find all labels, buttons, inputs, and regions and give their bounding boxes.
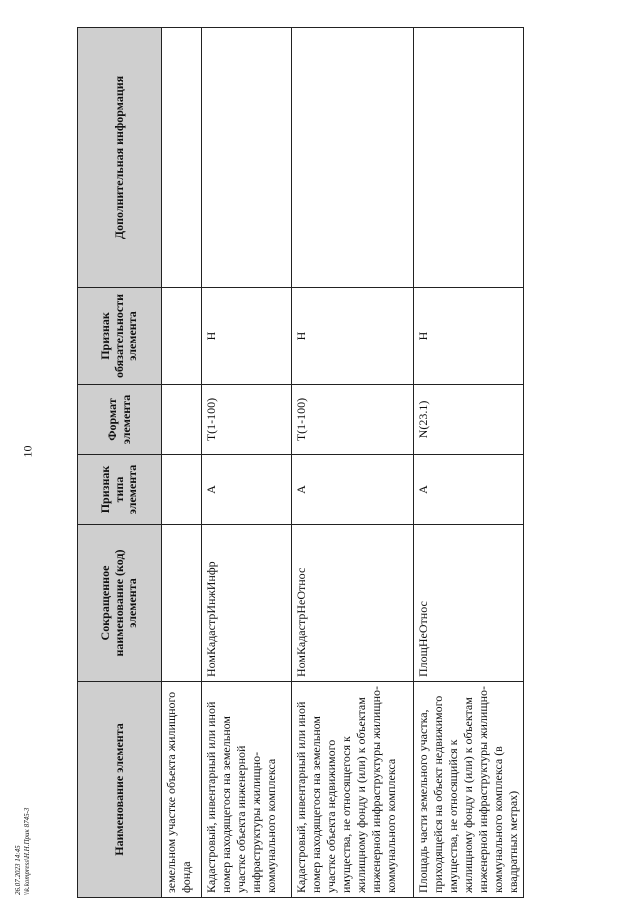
cell-code: НомКадастрНеОтнос [292, 525, 414, 682]
table-row [292, 28, 414, 898]
cell-format: T(1-100) [202, 385, 292, 455]
header-required: Признак обязательности элемента [78, 288, 162, 385]
footer-path: \\k.kompress\Н.Н.Прик 8745-3 [23, 807, 32, 895]
cell-name: Кадастровый, инвентарный или иной номер находящегося на земельном участке объекта инженерной инфраструктуры жилищно-коммунального комплекса [202, 682, 292, 898]
cell-extra [292, 28, 414, 288]
cell-required: Н [292, 288, 414, 385]
cell-extra [202, 28, 292, 288]
cell-code: ПлощНеОтнос [414, 525, 524, 682]
cell-required: Н [414, 288, 524, 385]
cell-extra [162, 28, 202, 288]
table-row [162, 28, 202, 898]
header-extra: Дополнительная информация [78, 28, 162, 288]
cell-format: N(23.1) [414, 385, 524, 455]
cell-required: Н [202, 288, 292, 385]
header-type: Признак типа элемента [78, 455, 162, 525]
page-number: 10 [20, 445, 35, 458]
header-name: Наименование элемента [78, 682, 162, 898]
elements-table [77, 27, 524, 898]
rotated-table-container [77, 28, 520, 898]
cell-name: Площадь части земельного участка, приходящейся на объект недвижимого имущества, не относящийся к жилищному фонду и (или) к объектам инженерной инфраструктуры жилищно-коммунального комплекса (в квадратных метрах) [414, 682, 524, 898]
cell-format [162, 385, 202, 455]
cell-type: А [292, 455, 414, 525]
table-header-row [78, 28, 162, 898]
table-row [202, 28, 292, 898]
cell-type [162, 455, 202, 525]
cell-type: А [202, 455, 292, 525]
footer-timestamp: 26.07.2023 14:45 [14, 845, 22, 895]
header-code: Сокращенное наименование (код) элемента [78, 525, 162, 682]
footer-note [14, 735, 32, 895]
cell-code [162, 525, 202, 682]
table-row [414, 28, 524, 898]
cell-type: А [414, 455, 524, 525]
header-format: Формат элемента [78, 385, 162, 455]
cell-extra [414, 28, 524, 288]
cell-name: земельном участке объекта жилищного фонда [162, 682, 202, 898]
cell-required [162, 288, 202, 385]
cell-name: Кадастровый, инвентарный или иной номер находящегося на земельном участке объекта недвижимого имущества, не относящегося к жилищному фонду и (или) к объектам инженерной инфраструктуры жилищно-коммунального комплекса [292, 682, 414, 898]
cell-format: T(1-100) [292, 385, 414, 455]
cell-code: НомКадастрИнжИнфр [202, 525, 292, 682]
